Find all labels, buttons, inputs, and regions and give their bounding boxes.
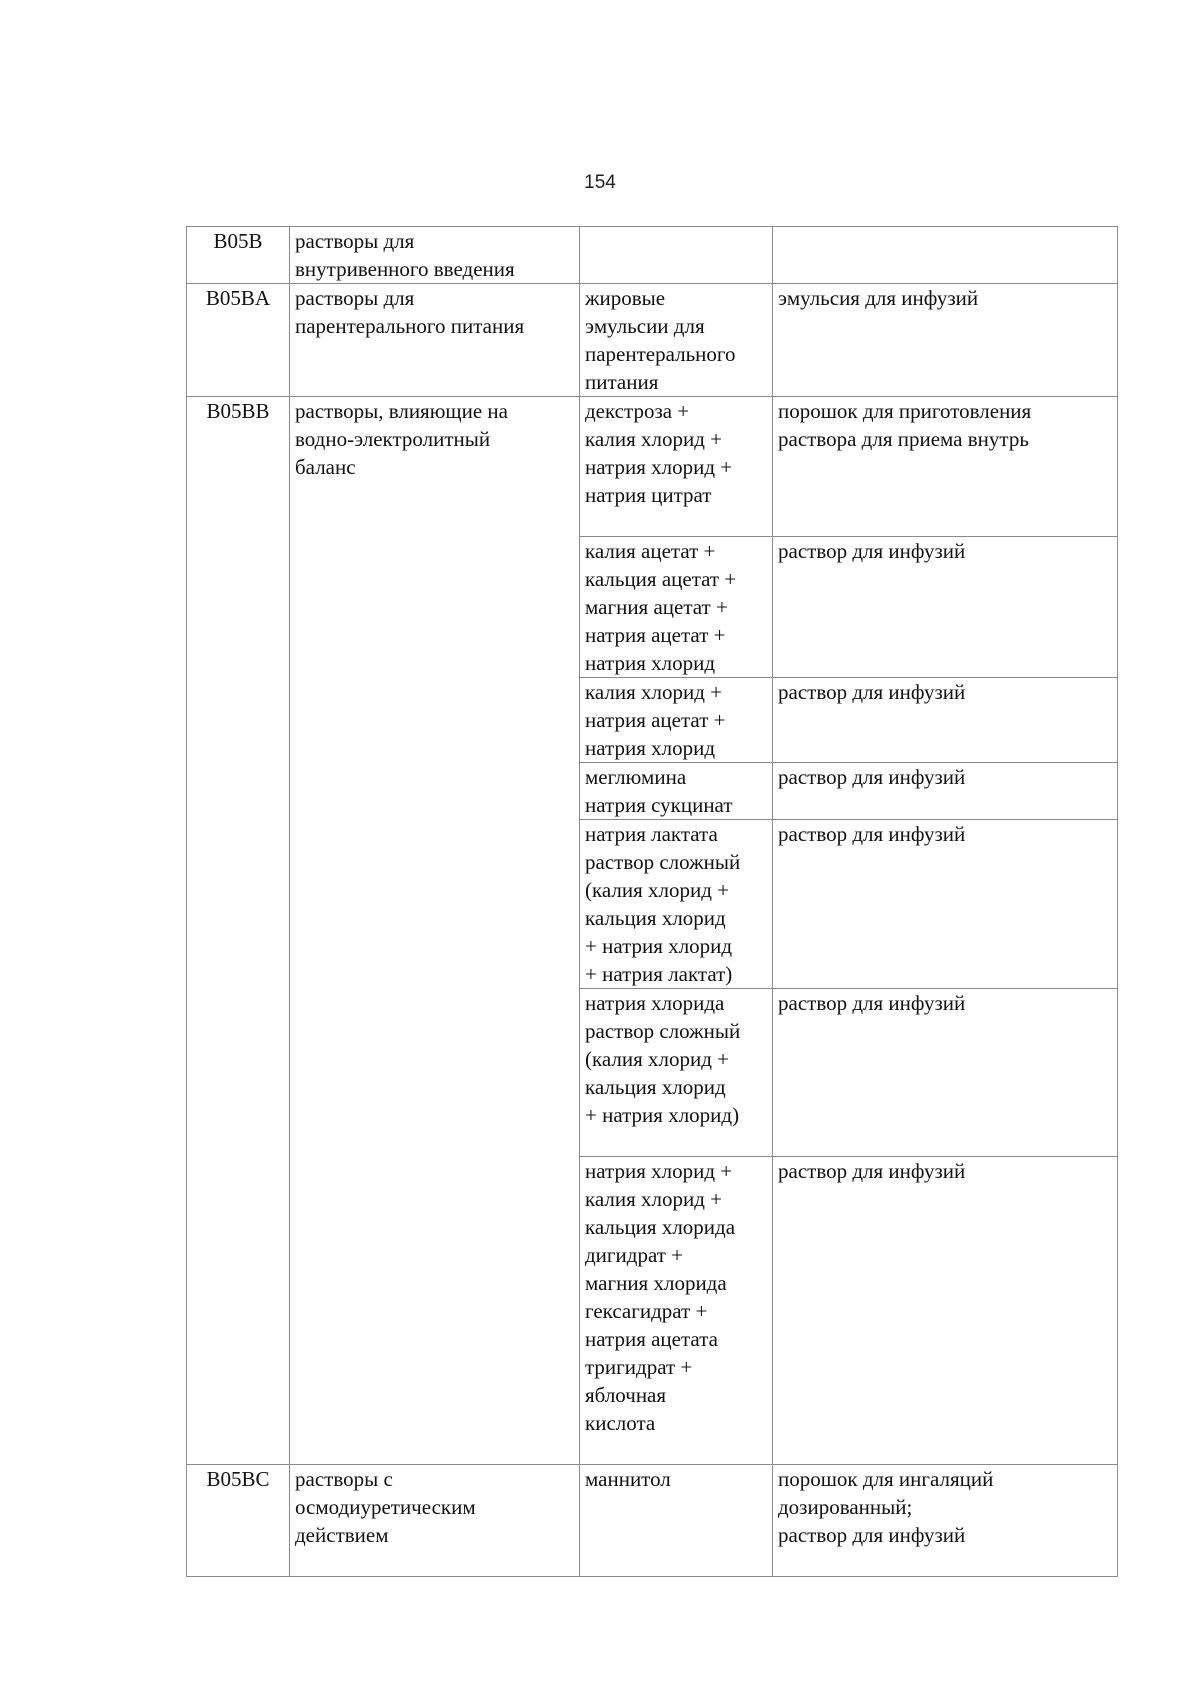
form-cell xyxy=(773,227,1118,284)
atc-code-cell: B05B xyxy=(187,227,290,284)
group-cell: растворы, влияющие на водно-электролитный баланс xyxy=(290,397,580,1465)
substance-cell: декстроза + калия хлорид + натрия хлорид + натрия цитрат xyxy=(580,397,773,537)
substance-cell xyxy=(580,227,773,284)
form-cell: раствор для инфузий xyxy=(773,678,1118,763)
atc-code-cell: B05BB xyxy=(187,397,290,1465)
table-row xyxy=(187,1465,1118,1577)
substance-cell: натрия лактата раствор сложный (калия хлорид + кальция хлорид + натрия хлорид + натрия лактат) xyxy=(580,820,773,989)
substance-cell: натрия хлорида раствор сложный (калия хлорид + кальция хлорид + натрия хлорид) xyxy=(580,989,773,1157)
form-cell: раствор для инфузий xyxy=(773,1157,1118,1465)
group-cell: растворы для парентерального питания xyxy=(290,284,580,397)
form-cell: порошок для приготовления раствора для приема внутрь xyxy=(773,397,1118,537)
drug-table xyxy=(186,226,1118,1577)
table-row xyxy=(187,284,1118,397)
substance-cell: натрия хлорид + калия хлорид + кальция хлорида дигидрат + магния хлорида гексагидрат + натрия ацетата тригидрат + яблочная кислота xyxy=(580,1157,773,1465)
group-cell: растворы с осмодиуретическим действием xyxy=(290,1465,580,1577)
form-cell: раствор для инфузий xyxy=(773,537,1118,678)
form-cell: раствор для инфузий xyxy=(773,820,1118,989)
substance-cell: меглюмина натрия сукцинат xyxy=(580,763,773,820)
form-cell: эмульсия для инфузий xyxy=(773,284,1118,397)
atc-code-cell: B05BA xyxy=(187,284,290,397)
form-cell: порошок для ингаляций дозированный; раствор для инфузий xyxy=(773,1465,1118,1577)
substance-cell: жировые эмульсии для парентерального питания xyxy=(580,284,773,397)
form-cell: раствор для инфузий xyxy=(773,763,1118,820)
substance-cell: маннитол xyxy=(580,1465,773,1577)
table-row xyxy=(187,397,1118,537)
substance-cell: калия хлорид + натрия ацетат + натрия хлорид xyxy=(580,678,773,763)
atc-code-cell: B05BC xyxy=(187,1465,290,1577)
page-number: 154 xyxy=(584,172,616,193)
group-cell: растворы для внутривенного введения xyxy=(290,227,580,284)
table-row xyxy=(187,227,1118,284)
form-cell: раствор для инфузий xyxy=(773,989,1118,1157)
substance-cell: калия ацетат + кальция ацетат + магния ацетат + натрия ацетат + натрия хлорид xyxy=(580,537,773,678)
